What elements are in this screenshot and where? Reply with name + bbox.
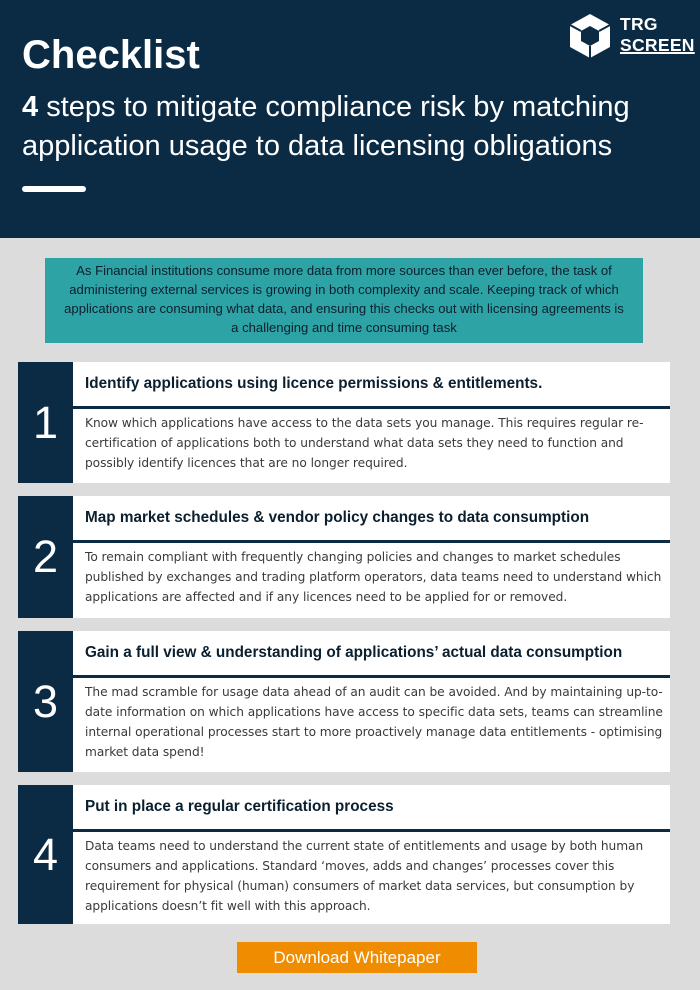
step-body: Know which applications have access to the data sets you manage. This requires regular re-certification of applications both to understand what data sets they need to function and possibly identify licences that are no longer required.: [85, 416, 644, 470]
logo-wordmark: [620, 14, 695, 56]
step-number: 3: [18, 631, 73, 772]
step-number: 1: [18, 362, 73, 483]
step-card: [73, 785, 670, 924]
page-subtitle: [22, 88, 682, 166]
step-number: 4: [18, 785, 73, 924]
step-body: To remain compliant with frequently changing policies and changes to market schedules published by exchanges and trading platform operators, data teams need to understand which applications are affected and if any licences need to be applied for or removed.: [85, 550, 662, 604]
subtitle-text: steps to mitigate compliance risk by matching application usage to data licensing obligations: [22, 91, 630, 162]
step-title: Map market schedules & vendor policy changes to data consumption: [85, 509, 590, 526]
step-4: [18, 785, 670, 924]
logo-line-2: SCREEN: [620, 35, 695, 55]
subtitle-number: 4: [22, 91, 39, 123]
logo-line-1: TRG: [620, 14, 658, 34]
title-underline: [22, 186, 86, 192]
step-divider: [73, 829, 670, 832]
step-card: [73, 362, 670, 483]
step-title: Gain a full view & understanding of applications’ actual data consumption: [85, 644, 623, 661]
step-1: [18, 362, 670, 483]
step-card: [73, 496, 670, 618]
step-body: The mad scramble for usage data ahead of an audit can be avoided. And by maintaining up-to-date information on which applications have access to specific data sets, teams can streamline internal operational processes start to more proactively manage data entitlements - optimising market data spend!: [85, 685, 663, 759]
step-divider: [73, 675, 670, 678]
intro-box: As Financial institutions consume more data from more sources than ever before, the task of administering external services is growing in both complexity and scale. Keeping track of which applications are consuming what data, and ensuring this checks out with licensing agreements is a challenging and time consuming task: [45, 258, 643, 343]
step-3: [18, 631, 670, 772]
company-logo[interactable]: [568, 12, 695, 62]
step-divider: [73, 540, 670, 543]
step-title: Identify applications using licence permissions & entitlements.: [85, 375, 543, 392]
download-whitepaper-button[interactable]: Download Whitepaper: [237, 942, 477, 973]
step-body: Data teams need to understand the current state of entitlements and usage by both human consumers and applications. Standard ‘moves, adds and changes’ processes cover this requirement for physical (human) consumers of market data services, but consumption by applications doesn’t fit well with this approach.: [85, 839, 644, 913]
step-card: [73, 631, 670, 772]
step-title: Put in place a regular certification process: [85, 798, 394, 815]
step-2: [18, 496, 670, 618]
cube-logo-icon: [568, 12, 612, 60]
step-divider: [73, 406, 670, 409]
header-banner: [0, 0, 700, 238]
step-number: 2: [18, 496, 73, 618]
page-title: Checklist: [22, 33, 200, 77]
